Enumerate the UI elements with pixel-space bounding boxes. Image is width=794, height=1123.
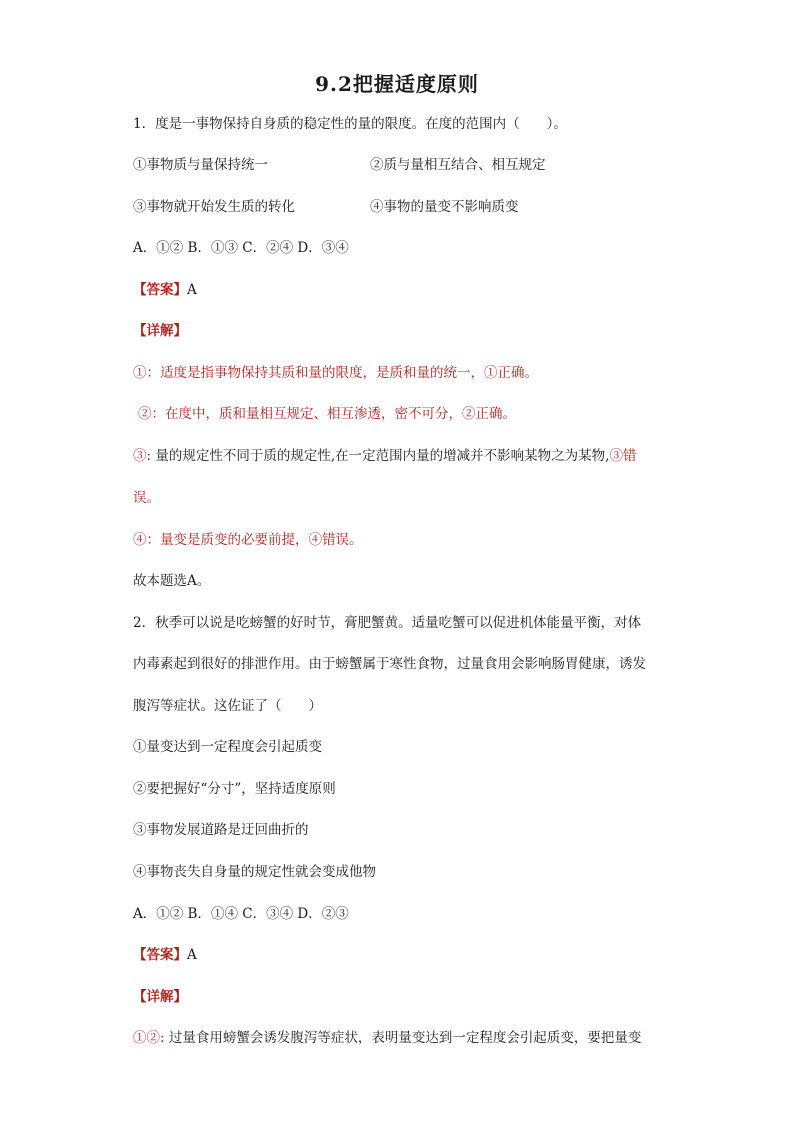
q2-option-3: ③事物发展道路是迂回曲折的 xyxy=(133,822,309,838)
q2-answer xyxy=(133,945,197,965)
q1-detail-3 xyxy=(133,446,636,466)
q1-option-4: ④事物的量变不影响质变 xyxy=(370,199,519,215)
answer-value: A xyxy=(187,947,197,963)
q2-option-4: ④事物丧失自身量的规定性就会变成他物 xyxy=(133,864,376,880)
q1-conclusion: 故本题选A。 xyxy=(133,573,211,589)
q2-stem-line-1: 2．秋季可以说是吃螃蟹的好时节，膏肥蟹黄。适量吃蟹可以促进机体能量平衡，对体 xyxy=(133,615,642,631)
page-title: 9.2把握适度原则 xyxy=(315,72,479,96)
q1-detail-3-text: 量的规定性不同于质的规定性,在一定范围内量的增减并不影响某物之为某物, xyxy=(151,448,610,464)
q1-answer xyxy=(133,280,197,300)
q1-detail-1: ①：适度是指事物保持其质和量的限度，是质和量的统一，①正确。 xyxy=(133,365,538,381)
q2-option-2: ②要把握好“分寸”，坚持适度原则 xyxy=(133,781,336,797)
answer-label: 【答案】 xyxy=(133,282,187,298)
q1-option-2: ②质与量相互结合、相互规定 xyxy=(370,157,546,173)
q1-option-1: ①事物质与量保持统一 xyxy=(133,157,268,173)
q1-detail-4: ④：量变是质变的必要前提，④错误。 xyxy=(133,532,363,548)
q1-stem: 1．度是一事物保持自身质的稳定性的量的限度。在度的范围内（ ）。 xyxy=(133,116,567,132)
q1-detail-3-end: ③错 xyxy=(609,448,637,464)
q2-detail-1-mark: ①②: xyxy=(133,1030,165,1046)
q2-choices: A．①② B．①④ C．③④ D．②③ xyxy=(133,906,349,922)
q1-detail-3-cont: 误。 xyxy=(133,490,160,506)
q2-detail-1 xyxy=(133,1028,641,1048)
q2-stem-line-3: 腹泻等症状。这佐证了（ ） xyxy=(133,698,322,714)
q2-detail-1-text: 过量食用螃蟹会诱发腹泻等症状，表明量变达到一定程度会引起质变，要把量变 xyxy=(164,1030,642,1046)
q1-detail-2: ②：在度中，质和量相互规定、相互渗透，密不可分，②正确。 xyxy=(138,406,516,422)
q1-option-3: ③事物就开始发生质的转化 xyxy=(133,199,295,215)
q1-options-row-2 xyxy=(133,197,693,217)
q2-stem-line-2: 内毒素起到很好的排泄作用。由于螃蟹属于寒性食物，过量食用会影响肠胃健康，诱发 xyxy=(133,656,646,672)
q2-option-1: ①量变达到一定程度会引起质变 xyxy=(133,739,322,755)
q1-detail-3-mark: ③: xyxy=(133,448,152,464)
q1-options-row-1 xyxy=(133,155,693,175)
q1-detail-label: 【详解】 xyxy=(133,323,187,339)
q2-detail-label: 【详解】 xyxy=(133,989,187,1005)
answer-label: 【答案】 xyxy=(133,947,187,963)
answer-value: A xyxy=(187,282,197,298)
q1-choices: A．①② B．①③ C．②④ D．③④ xyxy=(133,240,349,256)
